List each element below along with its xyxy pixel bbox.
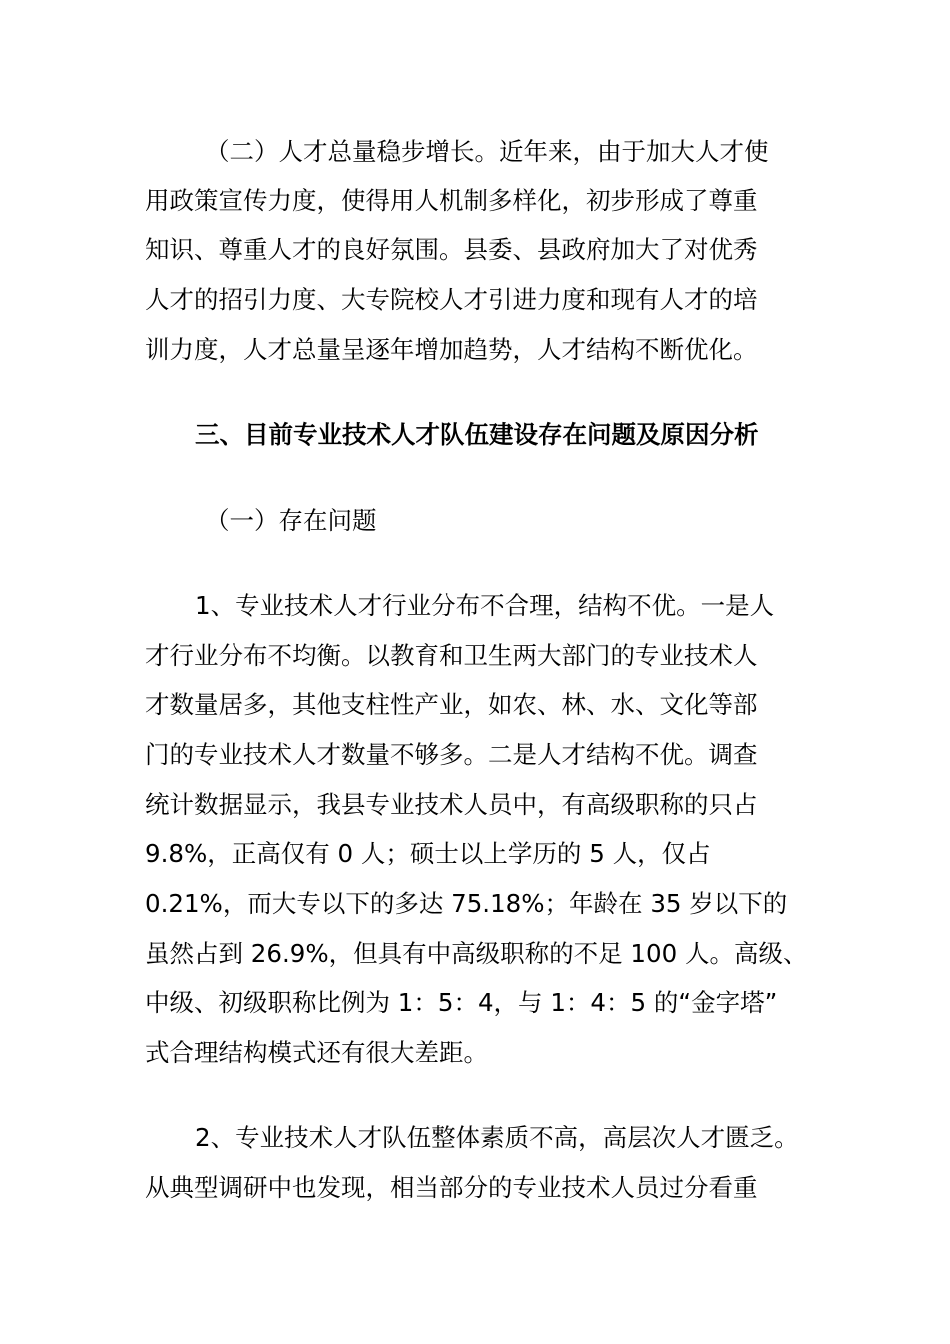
paragraph-line: 统计数据显示，我县专业技术人员中，有高级职称的只占 xyxy=(145,790,758,819)
paragraph-line: 门的专业技术人才数量不够多。二是人才结构不优。调查 xyxy=(145,740,758,769)
paragraph-line: （二）人才总量稳步增长。近年来，由于加大人才使 xyxy=(205,137,769,166)
subsection-heading: （一）存在问题 xyxy=(205,506,377,535)
paragraph-line: 人才的招引力度、大专院校人才引进力度和现有人才的培 xyxy=(145,285,758,314)
paragraph-line: 用政策宣传力度，使得用人机制多样化，初步形成了尊重 xyxy=(145,186,758,215)
paragraph-line: 9.8%，正高仅有 0 人；硕士以上学历的 5 人，仅占 xyxy=(145,839,711,868)
paragraph-line: 训力度，人才总量呈逐年增加趋势，人才结构不断优化。 xyxy=(145,335,758,364)
paragraph-line: 1、专业技术人才行业分布不合理，结构不优。一是人 xyxy=(195,591,775,620)
paragraph-line: 才行业分布不均衡。以教育和卫生两大部门的专业技术人 xyxy=(145,641,758,670)
paragraph-line: 0.21%，而大专以下的多达 75.18%；年龄在 35 岁以下的 xyxy=(145,889,788,918)
paragraph-line: 知识、尊重人才的良好氛围。县委、县政府加大了对优秀 xyxy=(145,235,758,264)
paragraph-line: 才数量居多，其他支柱性产业，如农、林、水、文化等部 xyxy=(145,690,758,719)
paragraph-line: 2、专业技术人才队伍整体素质不高，高层次人才匮乏。 xyxy=(195,1123,799,1152)
paragraph-line: 中级、初级职称比例为 1：5：4，与 1：4：5 的“金字塔” xyxy=(145,988,778,1017)
paragraph-line: 虽然占到 26.9%，但具有中高级职称的不足 100 人。高级、 xyxy=(145,939,808,968)
paragraph-line: 式合理结构模式还有很大差距。 xyxy=(145,1038,488,1067)
paragraph-line: 从典型调研中也发现，相当部分的专业技术人员过分看重 xyxy=(145,1173,758,1202)
section-heading: 三、目前专业技术人才队伍建设存在问题及原因分析 xyxy=(195,420,759,449)
